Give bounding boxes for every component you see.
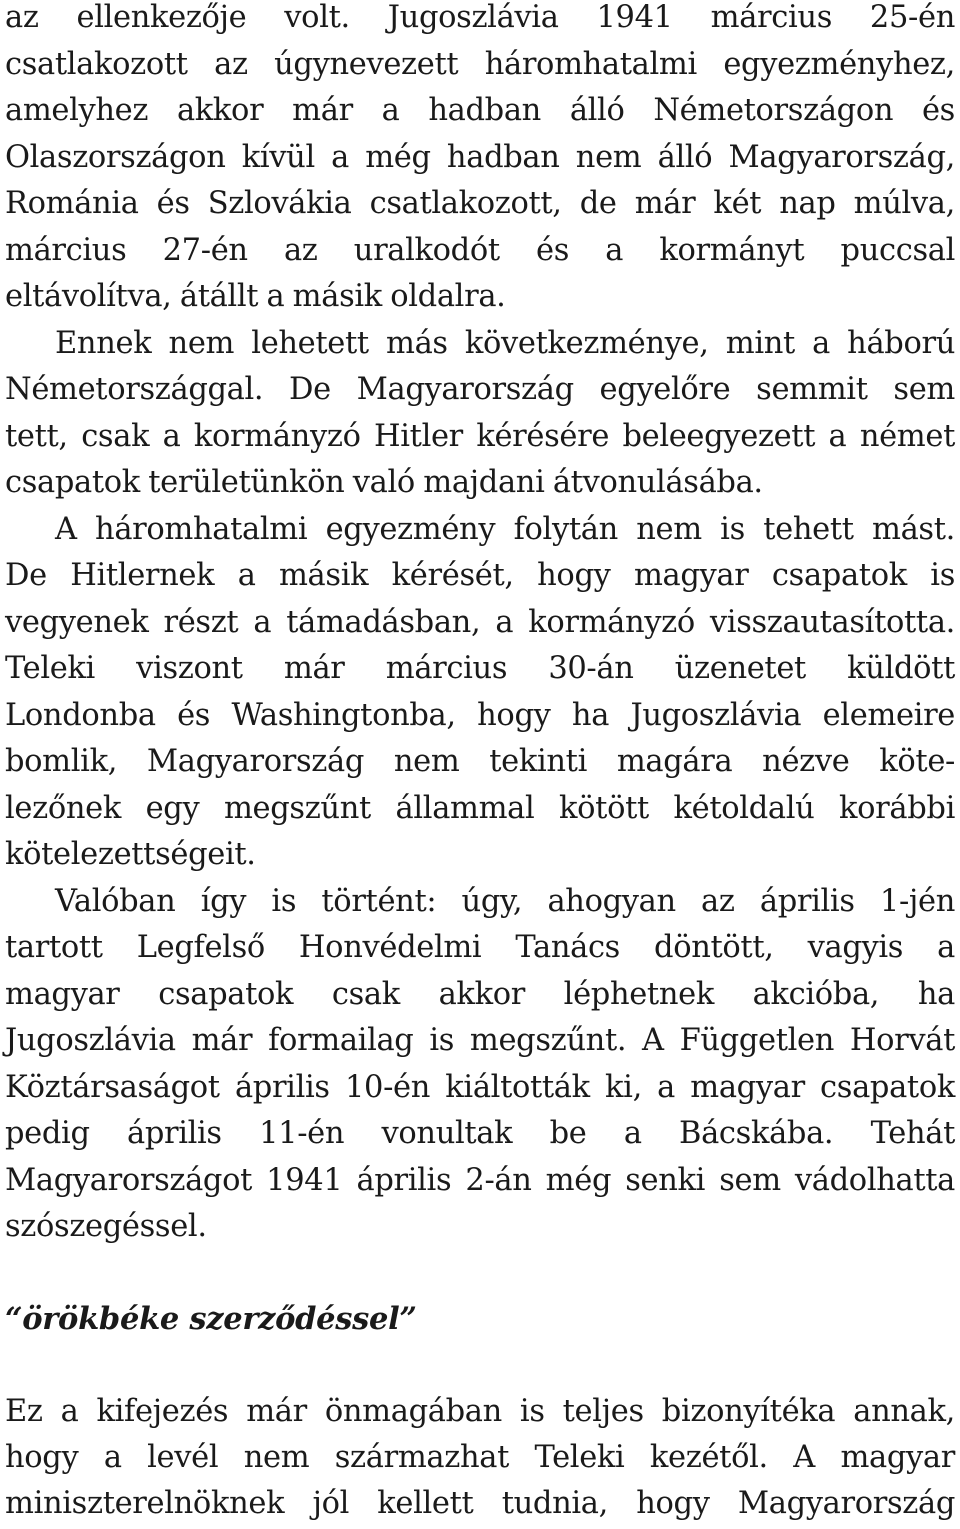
text-line: magyar csapatok csak akkor léphetnek akcióba, ha <box>5 977 955 1012</box>
text-line: Valóban így is történt: úgy, ahogyan az április 1-jén <box>55 884 955 919</box>
text-line: március 27-én az uralkodót és a kormányt puccsal <box>5 233 955 268</box>
text-line: csatlakozott az úgynevezett háromhatalmi egyezményhez, <box>5 47 955 82</box>
text-line: Románia és Szlovákia csatlakozott, de már két nap múlva, <box>5 186 955 221</box>
text-line: tartott Legfelső Honvédelmi Tanács döntött, vagyis a <box>5 930 955 965</box>
text-line: De Hitlernek a másik kérését, hogy magyar csapatok is <box>5 558 955 593</box>
text-line: vegyenek részt a támadásban, a kormányzó visszautasította. <box>5 605 955 640</box>
text-line: Németországgal. De Magyarország egyelőre semmit sem <box>5 372 955 407</box>
text-line: lezőnek egy megszűnt állammal kötött kétoldalú korábbi <box>5 791 955 826</box>
text-line: Olaszországon kívül a még hadban nem álló Magyarország, <box>5 140 955 175</box>
text-line: Jugoszlávia már formailag is megszűnt. A Független Horvát <box>5 1023 955 1058</box>
text-line: kötelezettségeit. <box>5 837 256 872</box>
text-line: hogy a levél nem származhat Teleki kezétől. A magyar <box>5 1440 955 1475</box>
text-line: Londonba és Washingtonba, hogy ha Jugoszlávia elemeire <box>5 698 955 733</box>
text-line: bomlik, Magyarország nem tekinti magára nézve köte- <box>5 744 955 779</box>
text-line: csapatok területünkön való majdani átvonulásába. <box>5 465 763 500</box>
text-line: Teleki viszont már március 30-án üzenetet küldött <box>5 651 955 686</box>
text-line: Ennek nem lehetett más következménye, mint a háború <box>55 326 955 361</box>
text-line: miniszterelnöknek jól kellett tudnia, hogy Magyarország <box>5 1486 955 1521</box>
text-line: Magyarországot 1941 április 2-án még senki sem vádolhatta <box>5 1163 955 1198</box>
text-line: tett, csak a kormányzó Hitler kérésére beleegyezett a német <box>5 419 955 454</box>
text-line: eltávolítva, átállt a másik oldalra. <box>5 279 506 314</box>
text-line: Ez a kifejezés már önmagában is teljes bizonyítéka annak, <box>5 1394 955 1429</box>
text-line: szószegéssel. <box>5 1209 207 1244</box>
section-heading: “örökbéke szerződéssel” <box>5 1301 417 1337</box>
text-line: amelyhez akkor már a hadban álló Németországon és <box>5 93 955 128</box>
text-line: az ellenkezője volt. Jugoszlávia 1941 március 25-én <box>5 0 955 35</box>
text-line: pedig április 11-én vonultak be a Bácskába. Tehát <box>5 1116 955 1151</box>
text-line: A háromhatalmi egyezmény folytán nem is tehett mást. <box>55 512 955 547</box>
text-line: Köztársaságot április 10-én kiáltották ki, a magyar csapatok <box>5 1070 955 1105</box>
